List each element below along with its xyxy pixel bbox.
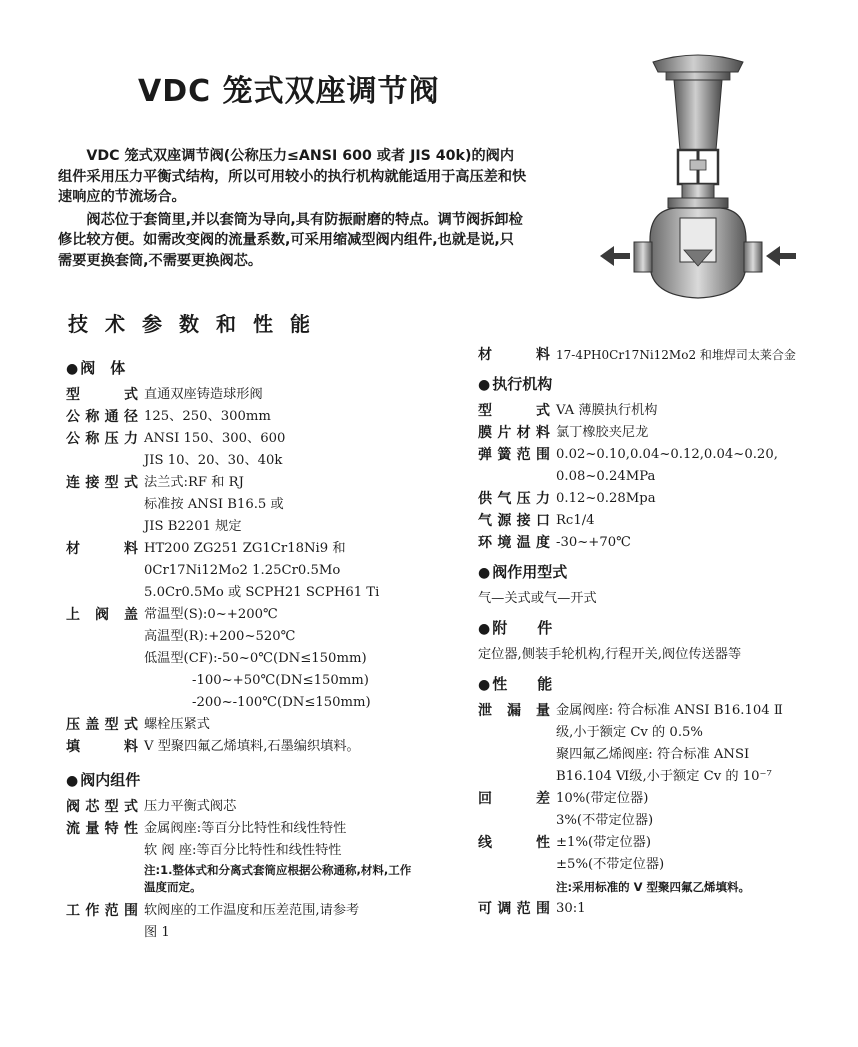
spec-value-line: 0.02~0.10,0.04~0.12,0.04~0.20, <box>556 447 778 462</box>
group-heading-actuator: ● 执行机构 <box>478 372 838 396</box>
spec-value-line: 0.08~0.24MPa <box>556 469 656 484</box>
accessories-text: 定位器,侧装手轮机构,行程开关,阀位传送器等 <box>478 647 742 662</box>
section-heading-specs: 技术参数和性能 <box>68 312 327 336</box>
spec-row <box>66 538 426 604</box>
bullet-icon: ● <box>66 361 79 377</box>
spec-row-range: 可调范围 30:1 <box>478 901 586 917</box>
bullet-icon: ● <box>478 377 491 393</box>
spec-label: 公称通径 <box>66 409 138 425</box>
spec-row <box>66 428 426 472</box>
intro-text <box>58 146 528 271</box>
bullet-icon: ● <box>478 621 491 637</box>
right-column <box>478 344 838 920</box>
valve-illustration <box>598 50 798 312</box>
spec-label: 型 式 <box>478 403 550 419</box>
spec-value-line: JIS B2201 规定 <box>144 519 242 534</box>
spec-label: 弹簧范围 <box>478 447 550 463</box>
spec-values <box>556 510 595 532</box>
spec-label: 压盖型式 <box>66 717 138 733</box>
spec-values <box>144 428 285 472</box>
spec-row <box>66 384 426 406</box>
spec-values <box>556 488 656 510</box>
spec-row: 工作范围 软阀座的工作温度和压差范围,请参考 图 1 <box>66 903 360 940</box>
page-title: VDC 笼式双座调节阀 <box>138 74 440 109</box>
spec-values <box>144 406 271 428</box>
spec-row <box>66 604 426 714</box>
spec-row <box>478 422 838 444</box>
spec-label: 连接型式 <box>66 475 138 491</box>
spec-value-line: 0Cr17Ni12Mo2 1.25Cr0.5Mo <box>144 563 341 578</box>
spec-label: 公称压力 <box>66 431 138 447</box>
bullet-icon: ● <box>66 773 79 789</box>
spec-value-line: VA 薄膜执行机构 <box>556 403 658 418</box>
spec-value-line: 低温型(CF):-50~0℃(DN≤150mm) <box>144 651 367 666</box>
spec-value-line: HT200 ZG251 ZG1Cr18Ni9 和 <box>144 541 346 556</box>
spec-values <box>144 472 284 538</box>
spec-label: 气源接口 <box>478 513 550 529</box>
spec-values <box>556 444 778 488</box>
spec-label: 填 料 <box>66 739 138 755</box>
spec-row-material: 材 料 17-4PH0Cr17Ni12Mo2 和堆焊司太莱合金 <box>478 347 796 363</box>
spec-row <box>478 510 838 532</box>
spec-values <box>144 384 263 406</box>
spec-row <box>478 488 838 510</box>
spec-value-line: 标准按 ANSI B16.5 或 <box>144 497 284 512</box>
group-heading-action: ● 阀作用型式 <box>478 560 838 584</box>
spec-label: 供气压力 <box>478 491 550 507</box>
spec-values <box>556 532 631 554</box>
spec-label: 环境温度 <box>478 535 550 551</box>
spec-value-line: -200~-100℃(DN≤150mm) <box>192 695 371 710</box>
spec-row <box>66 736 426 758</box>
spec-values <box>144 604 371 714</box>
spec-row-hysteresis: 回 差 10%(带定位器) 3%(不带定位器) <box>478 791 654 828</box>
left-column <box>66 350 426 944</box>
spec-values <box>556 400 657 422</box>
spec-label: 上 阀 盖 <box>66 607 138 623</box>
intro-paragraph-2: 阀芯位于套筒里,并以套筒为导向,具有防振耐磨的特点。调节阀拆卸检修比较方便。如需改变阀的流量系数,可采用缩减型阀内组件,也就是说,只需要更换套筒,不需要更换阀芯。 <box>58 211 523 269</box>
spec-label: 膜片材料 <box>478 425 550 441</box>
spec-label: 型 式 <box>66 387 138 403</box>
group-heading-accessories: ● 附 件 <box>478 616 838 640</box>
spec-row <box>478 400 838 422</box>
spec-value-line: 直通双座铸造球形阀 <box>144 387 263 402</box>
spec-row <box>478 532 838 554</box>
spec-value-line: Rc1/4 <box>556 513 595 528</box>
group-heading-body: ● 阀 体 <box>66 356 426 380</box>
spec-row: 阀芯型式 压力平衡式阀芯 <box>66 799 237 815</box>
spec-value-line: 常温型(S):0~+200℃ <box>144 607 278 622</box>
bullet-icon: ● <box>478 677 491 693</box>
spec-values <box>144 736 360 758</box>
group-heading-performance: ● 性 能 <box>478 672 838 696</box>
performance-note: 注:采用标准的 V 型聚四氟乙烯填料。 <box>556 880 751 894</box>
spec-value-line: JIS 10、20、30、40k <box>144 453 283 468</box>
spec-row <box>66 406 426 428</box>
spec-value-line: 氯丁橡胶夹尼龙 <box>556 425 649 440</box>
spec-value-line: ANSI 150、300、600 <box>144 431 286 446</box>
spec-label: 材 料 <box>66 541 138 557</box>
spec-row: 流量特性 金属阀座:等百分比特性和线性特性 软 阀 座:等百分比特性和线性特性 注:1.整体式和分离式套筒应根据公称通称,材料,工作温度而定。 <box>66 818 426 896</box>
spec-value-line: -100~+50℃(DN≤150mm) <box>192 673 369 688</box>
spec-row <box>478 444 838 488</box>
spec-value-line: 5.0Cr0.5Mo 或 SCPH21 SCPH61 Ti <box>144 585 380 600</box>
spec-values <box>556 422 648 444</box>
intro-paragraph-1: VDC 笼式双座调节阀(公称压力≤ANSI 600 或者 JIS 40k)的阀内组件采用压力平衡式结构，所以可用较小的执行机构就能适用于高压差和快速响应的节流场合。 <box>58 148 527 205</box>
spec-row-leakage: 泄 漏 量 金属阀座: 符合标准 ANSI B16.104 Ⅱ 级,小于额定 Cv 的 0.5% 聚四氟乙烯阀座: 符合标准 ANSI B16.104 Ⅵ级,小于额定 Cv 的 10⁻⁷ <box>478 703 783 784</box>
spec-value-line: 高温型(R):+200~520℃ <box>144 629 296 644</box>
spec-row <box>66 472 426 538</box>
spec-row <box>66 714 426 736</box>
spec-value-line: 0.12~0.28Mpa <box>556 491 656 506</box>
group-heading-trim: ● 阀内组件 <box>66 768 426 792</box>
action-text: 气—关式或气—开式 <box>478 591 597 606</box>
spec-value-line: 法兰式:RF 和 RJ <box>144 475 244 490</box>
spec-values <box>144 538 379 604</box>
spec-value-line: V 型聚四氟乙烯填料,石墨编织填料。 <box>144 739 360 754</box>
spec-value-line: 螺栓压紧式 <box>144 717 210 732</box>
spec-value-line: -30~+70℃ <box>556 535 631 550</box>
spec-row-linearity: 线 性 ±1%(带定位器) ±5%(不带定位器) 注:采用标准的 V 型聚四氟乙烯填料。 <box>478 832 838 898</box>
bullet-icon: ● <box>478 565 491 581</box>
spec-value-line: 125、250、300mm <box>144 409 271 424</box>
spec-values <box>144 714 210 736</box>
trim-note: 注:1.整体式和分离式套筒应根据公称通称,材料,工作温度而定。 <box>144 863 412 894</box>
